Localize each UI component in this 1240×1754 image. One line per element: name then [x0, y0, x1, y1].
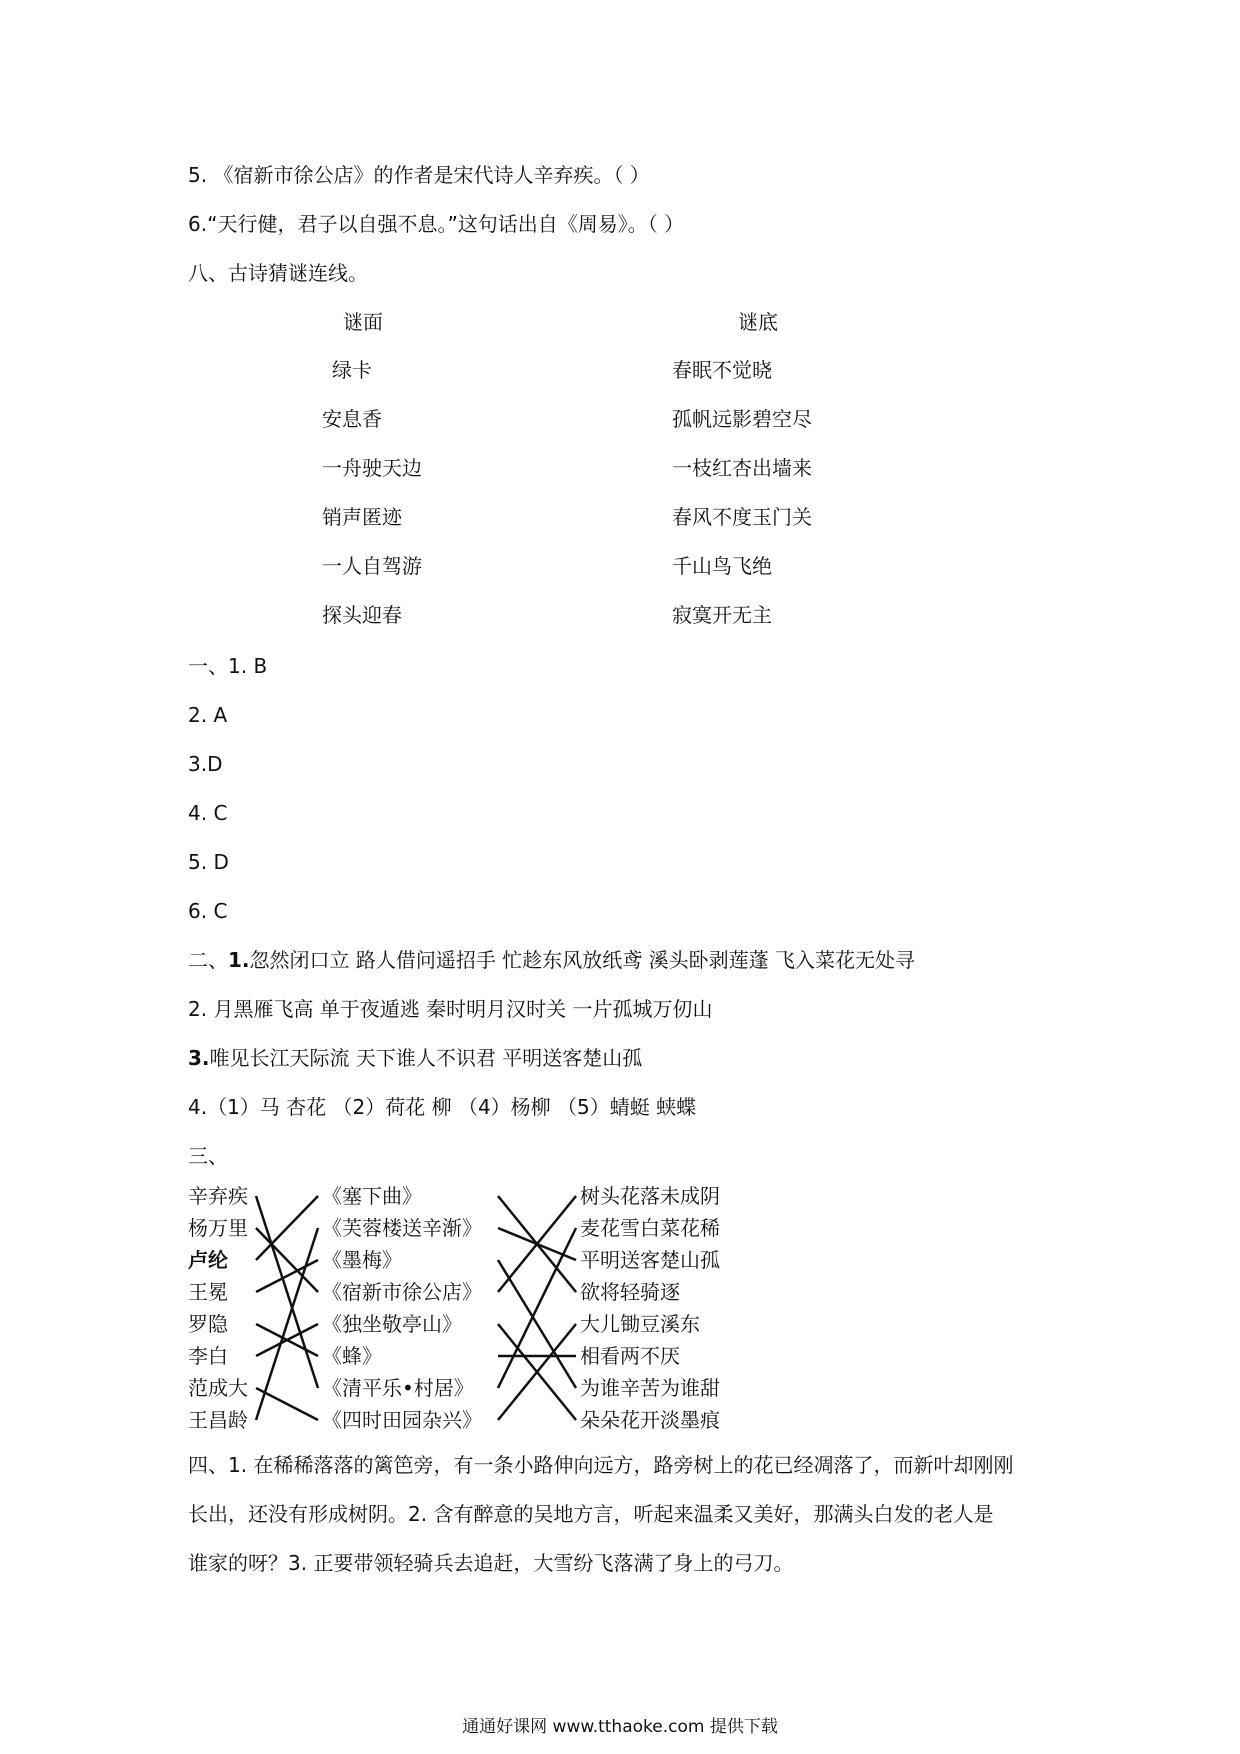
poem-line: 树头花落未成阴 [580, 1184, 720, 1208]
work-title: 《塞下曲》 [322, 1184, 422, 1208]
riddle-left-header: 谜面 [343, 310, 383, 334]
answer-4-line-1: 四、1. 在稀稀落落的篱笆旁，有一条小路伸向远方，路旁树上的花已经凋落了，而新叶却刚刚 [188, 1453, 1014, 1477]
riddle-right-item: 寂寞开无主 [672, 603, 772, 627]
poet-work-link [256, 1228, 318, 1420]
work-title: 《清平乐•村居》 [322, 1376, 474, 1400]
poet-name: 李白 [188, 1344, 228, 1368]
work-title: 《墨梅》 [322, 1248, 402, 1272]
poem-line: 大儿锄豆溪东 [580, 1312, 700, 1336]
answer-1-3: 3.D [188, 752, 223, 776]
answer-2-num: 1. [228, 948, 250, 972]
riddle-left-item: 安息香 [322, 407, 382, 431]
riddle-left-item: 探头迎春 [322, 603, 402, 627]
answer-2-line-2: 2. 月黑雁飞高 单于夜遁逃 秦时明月汉时关 一片孤城万仞山 [188, 997, 713, 1021]
section-3-title: 三、 [188, 1144, 228, 1168]
answer-1-5: 5. D [188, 850, 229, 874]
question-5: 5. 《宿新市徐公店》的作者是宋代诗人辛弃疾。（ ） [188, 163, 650, 187]
answer-1-2: 2. A [188, 703, 228, 727]
poet-name: 卢纶 [188, 1248, 228, 1272]
answer-2-line-4: 4.（1）马 杏花 （2）荷花 柳 （4）杨柳 （5）蜻蜓 蛱蝶 [188, 1095, 697, 1119]
answer-1-1: 一、1. B [188, 654, 268, 678]
riddle-right-item: 孤帆远影碧空尽 [672, 407, 812, 431]
riddle-left-item: 一人自驾游 [322, 554, 422, 578]
poet-name: 王昌龄 [188, 1408, 248, 1432]
page-footer: 通通好课网 www.tthaoke.com 提供下载 [462, 1717, 778, 1737]
poem-line: 为谁辛苦为谁甜 [580, 1376, 720, 1400]
poem-line: 欲将轻骑逐 [580, 1280, 680, 1304]
answer-1-6: 6. C [188, 899, 228, 923]
riddle-right-header: 谜底 [738, 310, 778, 334]
work-title: 《宿新市徐公店》 [322, 1280, 482, 1304]
answer-2-text: 唯见长江天际流 天下谁人不识君 平明送客楚山孤 [209, 1046, 643, 1070]
poem-line: 朵朵花开淡墨痕 [580, 1408, 720, 1432]
answer-4-line-2: 长出，还没有形成树阴。2. 含有醉意的吴地方言，听起来温柔又美好，那满头白发的老人是 [188, 1502, 994, 1526]
riddle-right-item: 春风不度玉门关 [672, 505, 812, 529]
work-title: 《独坐敬亭山》 [322, 1312, 462, 1336]
riddle-right-item: 一枝红杏出墙来 [672, 456, 812, 480]
poet-name: 杨万里 [188, 1216, 248, 1240]
answer-1-4: 4. C [188, 801, 228, 825]
poet-work-link [256, 1196, 318, 1388]
riddle-right-item: 千山鸟飞绝 [672, 554, 772, 578]
poet-work-link [256, 1260, 318, 1292]
poet-name: 辛弃疾 [188, 1184, 248, 1208]
riddle-left-item: 销声匿迹 [322, 505, 402, 529]
answer-4-line-3: 谁家的呀？3. 正要带领轻骑兵去追赶，大雪纷飞落满了身上的弓刀。 [188, 1551, 794, 1575]
answer-2-text: 忽然闭口立 路人借问遥招手 忙趁东风放纸鸢 溪头卧剥莲蓬 飞入菜花无处寻 [249, 948, 915, 972]
work-title: 《芙蓉楼送辛渐》 [322, 1216, 482, 1240]
answer-2-prefix: 二、 [188, 948, 228, 972]
answer-2-num: 3. [188, 1046, 210, 1070]
section-8-title: 八、古诗猜谜连线。 [188, 261, 368, 285]
work-title: 《蜂》 [322, 1344, 382, 1368]
poem-line: 麦花雪白菜花稀 [580, 1216, 720, 1240]
poem-line: 平明送客楚山孤 [580, 1248, 720, 1272]
work-line-link [498, 1228, 576, 1388]
work-title: 《四时田园杂兴》 [322, 1408, 482, 1432]
riddle-left-item: 绿卡 [332, 358, 372, 382]
riddle-right-item: 春眠不觉晓 [672, 358, 772, 382]
poet-name: 范成大 [188, 1376, 248, 1400]
poet-name: 王冕 [188, 1280, 228, 1304]
riddle-left-item: 一舟驶天边 [322, 456, 422, 480]
poem-line: 相看两不厌 [580, 1344, 680, 1368]
poet-name: 罗隐 [188, 1312, 228, 1336]
question-6: 6.“天行健，君子以自强不息。”这句话出自《周易》。（ ） [188, 212, 685, 236]
